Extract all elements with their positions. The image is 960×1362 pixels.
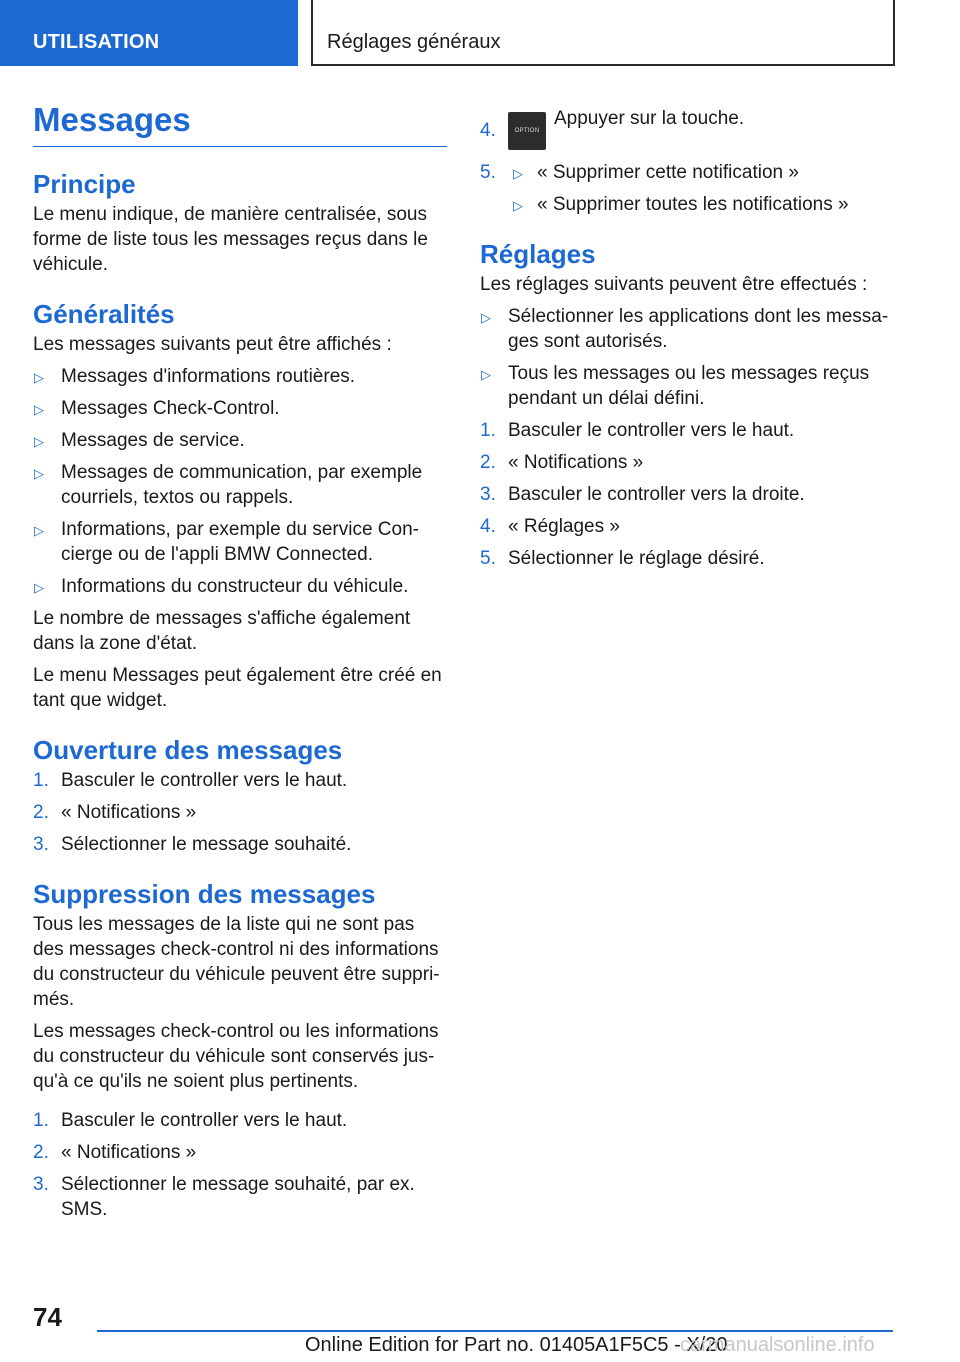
principe-text: Le menu indique, de manière centralisée, sous forme de liste tous les messages reçus dans le véhicule. — [33, 204, 428, 275]
ouverture-steps — [33, 768, 447, 857]
generalites-p1: Le nombre de messages s'affiche également dans la zone d'état. — [33, 608, 411, 654]
sub-list-item: ▷ « Supprimer toutes les notifications » — [480, 192, 894, 217]
bullet-triangle-icon: ▷ — [34, 402, 44, 417]
heading-generalites: Généralités — [33, 299, 175, 329]
list-item: ▷ Messages de communication, par exemple courriels, textos ou rappels. — [34, 462, 423, 508]
step-item: 2. « Notifications » — [480, 452, 644, 473]
heading-suppression: Suppression des messages — [33, 879, 376, 909]
list-item: ▷ Informations, par exemple du service Con‐cierge ou de l'appli BMW Connected. — [34, 519, 419, 565]
bullet-triangle-icon: ▷ — [34, 466, 44, 481]
step-item: 4. OPTIONAppuyer sur la touche. — [480, 106, 894, 150]
right-column — [480, 106, 894, 578]
step-item: 2. « Notifications » — [33, 802, 197, 823]
step-item: 1. Basculer le controller vers le haut. — [33, 770, 348, 791]
list-item: ▷ Sélectionner les applications dont les messa‐ges sont autorisés. — [481, 306, 889, 352]
section-tab: UTILISATION — [0, 0, 298, 66]
list-item: ▷ Messages d'informations routières. — [33, 364, 447, 389]
reglages-list — [480, 304, 894, 411]
step-item: 1. Basculer le controller vers le haut. — [480, 420, 795, 441]
step-item: 4. « Réglages » — [480, 516, 620, 537]
heading-ouverture: Ouverture des messages — [33, 735, 343, 765]
step-item: 5. ▷ « Supprimer cette notification » — [480, 160, 894, 185]
bullet-triangle-icon: ▷ — [513, 166, 523, 181]
suppression-steps-continued — [480, 106, 894, 217]
list-item: ▷ Tous les messages ou les messages reçus pendant un délai défini. — [481, 363, 870, 409]
watermark: carmanualsonline.info — [680, 1334, 875, 1356]
bullet-triangle-icon: ▷ — [34, 580, 44, 595]
bullet-triangle-icon: ▷ — [34, 523, 44, 538]
suppression-steps — [33, 1108, 447, 1222]
chapter-title: Réglages généraux — [311, 0, 895, 66]
suppression-p2: Les messages check-control ou les informations du constructeur du véhicule sont conservés jus‐qu'à ce qu'ils ne soient plus pertinents. — [33, 1021, 439, 1092]
footer-edition: Online Edition for Part no. 01405A1F5C5 - X/20 — [305, 1334, 728, 1356]
page-number: 74 — [33, 1302, 62, 1332]
step-item: 3. Sélectionner le message souhaité, par ex. SMS. — [33, 1174, 415, 1220]
page-title: Messages — [33, 100, 447, 147]
list-item: ▷ Messages Check-Control. — [33, 396, 447, 421]
left-column — [33, 100, 447, 1229]
list-item: ▷ Informations du constructeur du véhicule. — [33, 574, 447, 599]
list-item: ▷ Messages de service. — [33, 428, 447, 453]
heading-reglages: Réglages — [480, 239, 596, 269]
bullet-triangle-icon: ▷ — [513, 198, 523, 213]
bullet-triangle-icon: ▷ — [34, 434, 44, 449]
step-item: 2. « Notifications » — [33, 1142, 197, 1163]
page-header — [0, 0, 960, 66]
footer-divider — [97, 1330, 893, 1332]
bullet-triangle-icon: ▷ — [481, 367, 491, 382]
step-item: 5. Sélectionner le réglage désiré. — [480, 548, 765, 569]
bullet-triangle-icon: ▷ — [481, 310, 491, 325]
generalites-p2: Le menu Messages peut également être créé en tant que widget. — [33, 665, 442, 711]
option-button-icon: OPTION — [508, 112, 546, 150]
generalites-list — [33, 364, 447, 599]
reglages-intro: Les réglages suivants peuvent être effectués : — [480, 274, 868, 295]
step-item: 3. Basculer le controller vers la droite. — [480, 484, 805, 505]
step-item: 3. Sélectionner le message souhaité. — [33, 834, 352, 855]
reglages-steps — [480, 418, 894, 571]
heading-principe: Principe — [33, 169, 136, 199]
generalites-intro: Les messages suivants peut être affichés : — [33, 334, 392, 355]
bullet-triangle-icon: ▷ — [34, 370, 44, 385]
step-item: 1. Basculer le controller vers le haut. — [33, 1110, 348, 1131]
suppression-p1: Tous les messages de la liste qui ne sont pas des messages check-control ni des informations du constructeur du véhicule peuvent être suppri‐més. — [33, 914, 440, 1010]
